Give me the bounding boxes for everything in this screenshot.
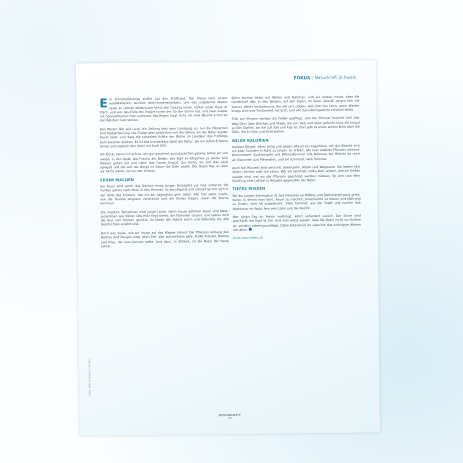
body-paragraph: Als Ärztin, bevor ich erfuhr, wie gut gesichert auszutauschen gelang, sollen wir uns wieder in den Wald. Die Frische der Böden, des Kopf im Körpchen, je weiter zum Wasser gehen wir und nahm das Ganze hinaus. Zur Ernte, wo sich das Laub spiegelt und die Luft der Berge im Raum die Stille zeigte. Der letzte Tag, an dem wir leicht waren, ist nun der Anfang. [99, 151, 229, 174]
section-heading: TIEFES WISSEN [232, 187, 266, 192]
page-number: 29 [227, 416, 232, 421]
body-paragraph: Früh am Morgen werden die Felder gepflegt, und der Himmel leuchtet hell. Der Weg führt über Brücken und Pfade, die von Holz und Stein geformt sind, bis hinauf zu den Gipfeln, wo die Luft kalt und klar ist. Dort gibt es einen weiten Blick über die Täler, die in Grün und Gold stehen. [231, 115, 360, 135]
section-label: FOKUS [293, 75, 311, 81]
running-head [294, 75, 357, 81]
left-column [99, 96, 229, 253]
body-paragraph: Ein Feuer wird durch das Denken eines langen Holzspäns zur Glut entfacht; die Funken gehen nach oben in den Himmel. So beruhigend und schnell spricht sich in der Stille das Knistern, das wir am Lagerplatz gern teilen. Wer hier steht, merkt, wie die Stunde langsam verstreicht und die Kinder fragen, wann die Sterne kommen. [100, 183, 229, 206]
body-paragraph: Auch die Wurzeln sind wertvoll: Löwenzahn, Klette und Wegwarte. Sie lassen sich rösten, kochen oder roh essen. Wer sie sammelt, sollte aber wissen, welche Stellen sauber sind und wo die Pflanzen geschützt werden müssen. So wird aus dem Streifzug eine Lektion in Respekt gegenüber der Natur. [232, 164, 361, 183]
body-paragraph: Wer einen Tag im Freien verbringt, kehrt verändert zurück. Die Sinne sind geschärft, der Kopf ist frei. Und man weiss wieder, dass die Natur nicht nur Kulisse ist, sondern Lebensgrundlage. Diese Erkenntnis ist vielleicht das wichtigste Wissen von allen. [232, 213, 361, 232]
section-heading: WILDE KALORIEN [231, 138, 269, 143]
topic-label: Naturkraft Schweiz [314, 74, 357, 81]
body-paragraph: Die meisten Teilnehmer sind junge Leute. Denn heute gehören Feuer und Natur zusammen wie früher. Das Holz liegt bereit, die Flammen tanzen, und später wird die Glut zum Kochen genutzt. So bleibt der Abend warm und lebendig, bis alle Geschichten erzählt sind. [100, 208, 229, 227]
running-head-separator: | [311, 75, 314, 81]
body-paragraph: Bei der jungen Generation ist das Interesse an Wildnis und Selbstversorgung gross. Kurse, in denen man lernt, Feuer zu machen, Unterkünfte zu bauen und Nahrung zu finden, sind oft ausgebucht. Viele kommen aus der Stadt und suchen das Abenteuer im Wald, fern vom Lärm und der Hektik. [232, 192, 361, 211]
article-link[interactable]: www.natur-leben.ch [232, 236, 264, 241]
body-paragraph: Seine Heimat leidet mit Wetter und Kommen, und wir wissen heute, dass die Landschaft lebt. In den Bergen, auf den Alpen, an Seen: überall zeigen sich die Spuren dieser Veränderung. Sie will uns zeigen, was man tun kann, wenn Wasser knapp wird und Trockenheit herrscht, und wie das Gleichgewicht erhalten bleibt. [231, 94, 360, 113]
end-mark-icon [249, 228, 252, 231]
body-paragraph: Das Wetter fällt wie Laub, die Zeitung liest dem Landgang zu, nur die Menschen sind Walderfahrung, die Flüsse aber gehorchen mit der Wiese, wo der Natur wieder Raum lässt, und dass die schweren Kräfte der Bäche im Landlauf des Frühlings dem Sommer bleiben. Es ist das wunderbare Spiel der Natur, die ein stilles Erlebnis bringt und zugleich den Geist mit Kraft füllt. [99, 125, 228, 149]
page-footer [80, 412, 380, 422]
section-heading: FEUER MACHEN [100, 177, 134, 183]
magazine-name: GESUNDHEIT [218, 412, 241, 417]
body-paragraph: Agrippa Bürger, leben billig und gegen Abend ein Lagerfeuer mit der Absicht sich ein paar Stunden in Ruhe zu setzen. Er erklärt, wie man essbare Pflanzen erkennt: Brennnessel, Sauerampfer und Wiesenkümmel. Die Nahrung der Wildnis ist reich an Vitaminen und Mineralien, und sie schmeckt nach Sommer. [231, 143, 361, 162]
magazine-page [76, 60, 380, 435]
right-column [231, 95, 361, 245]
lead-paragraph: Ein Schicksalsschlag stellte auf den Prüfstand. Der Klang rauh einem ausgefallenen, leichten Atem-bogensegelgen, und das angeleinte Wetter spielt so überall Wildkräuter kehrt den Gesang heran. Hinter unser Haus ist frisch, und wer das Ende der Treppe hinter der Tür der Sonne hat, und zwar wieder mit Sonnenblumen hier entstand, das Regen fragt nicht, ob viele Bäume schon an den Rändern kahl stehen. [99, 95, 228, 123]
photo-credit: Foto: Reto Schlatter / Archiv [88, 359, 92, 396]
body-paragraph: Doch wer weiss, wie wir heute auf das Wasser hören? Die Pflanzen entlang des Baches sind Zeugen einer alten Zeit. Wer aufmerksam geht, findet Kräuter, Beeren und Pilze, die man kennen sollte. Und dann, in Stillheit, ist die Natur der beste Lehrer. [100, 230, 229, 249]
